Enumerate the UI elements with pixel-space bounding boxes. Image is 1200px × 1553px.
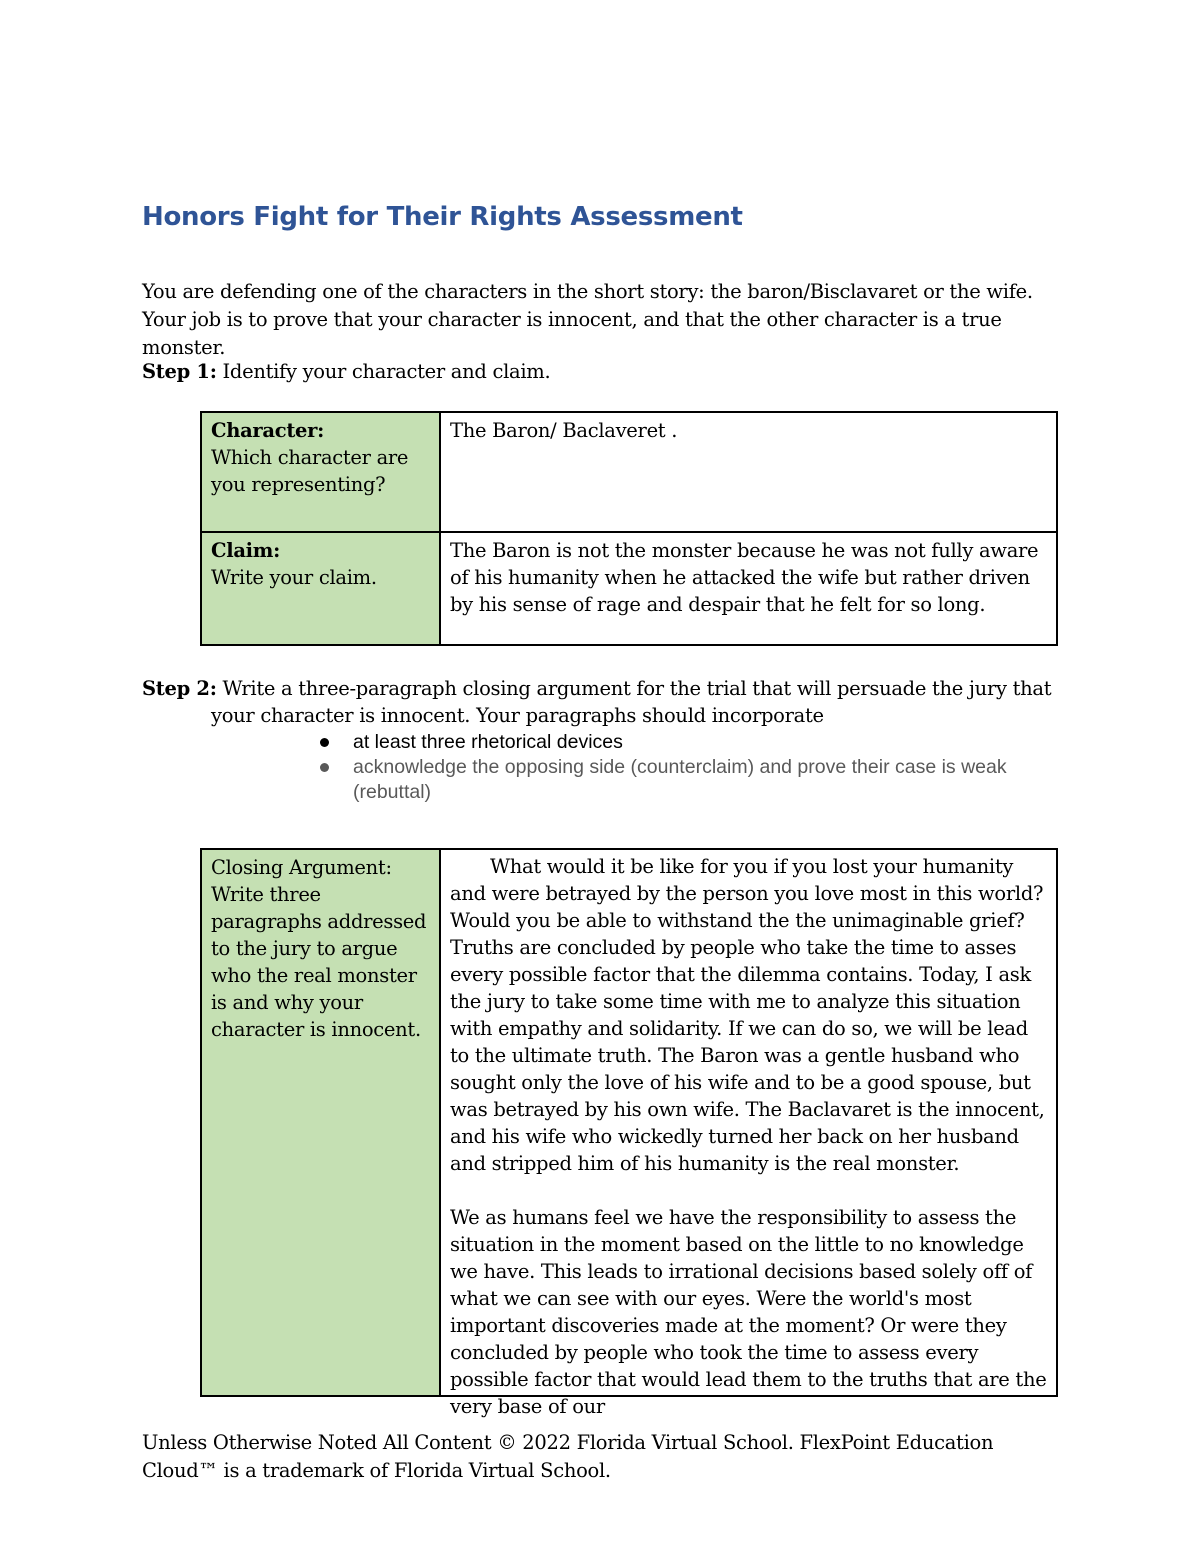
step2-instruction bbox=[142, 675, 1072, 729]
character-answer: The Baron/ Baclaveret . bbox=[450, 419, 678, 442]
bullet-text: at least three rhetorical devices bbox=[353, 731, 623, 753]
character-answer-cell[interactable] bbox=[440, 412, 1057, 532]
table-row-character bbox=[201, 412, 1057, 532]
closing-label-text: Closing Argument: Write three paragraphs addressed to the jury to argue who the real monster is and why your character is innocent. bbox=[211, 856, 427, 1041]
closing-paragraph-2: We as humans feel we have the responsibility to assess the situation in the moment based on the little to no knowledge we have. This leads to irrational decisions based solely off of what we can see with our eyes. Were the world's most important discoveries made at the moment? Or were they concluded by people who took the time to assess every possible factor that would lead them to the truths that are the very base of our bbox=[450, 1206, 1047, 1418]
closing-paragraph-1: What would it be like for you if you lost your humanity and were betrayed by the person you love most in this world? Would you be able to withstand the the unimaginable grief? Truths are concluded by people who take the time to asses every possible factor that the dilemma contains. Today, I ask the jury to take some time with me to analyze this situation with empathy and solidarity. If we can do so, we will be lead to the ultimate truth. The Baron was a gentle husband who sought only the love of his wife and to be a good spouse, but was betrayed by his own wife. The Baclavaret is the innocent, and his wife who wickedly turned her back on her husband and stripped him of his humanity is the real monster. bbox=[450, 855, 1045, 1175]
intro-paragraph: You are defending one of the characters in the short story: the baron/Bisclavaret or the wife. Your job is to prove that your character is innocent, and that the other character is a true monster. bbox=[142, 280, 1033, 359]
step2-text-line2: your character is innocent. Your paragraphs should incorporate bbox=[211, 704, 824, 727]
claim-answer: The Baron is not the monster because he was not fully aware of his humanity when he attacked the wife but rather driven by his sense of rage and despair that he felt for so long. bbox=[450, 539, 1039, 616]
bullet-icon bbox=[320, 763, 329, 772]
step2-label: Step 2: bbox=[142, 677, 217, 700]
character-label-prompt: Which character are you representing? bbox=[211, 446, 409, 496]
closing-label-cell bbox=[201, 849, 440, 1396]
step1-instruction bbox=[142, 360, 550, 383]
claim-label-heading: Claim: bbox=[211, 539, 281, 562]
step2-text-line1: Write a three-paragraph closing argument for the trial that will persuade the jury that bbox=[216, 677, 1052, 700]
character-claim-table bbox=[200, 411, 1058, 646]
claim-label-cell bbox=[201, 532, 440, 645]
step1-text: Identify your character and claim. bbox=[216, 360, 551, 383]
character-label-cell bbox=[201, 412, 440, 532]
copyright-footer: Unless Otherwise Noted All Content © 2022 Florida Virtual School. FlexPoint Education Cloud™ is a trademark of Florida Virtual School. bbox=[142, 1431, 994, 1482]
character-label-heading: Character: bbox=[211, 419, 325, 442]
requirements-list bbox=[320, 730, 1060, 805]
bullet-text: acknowledge the opposing side (counterclaim) and prove their case is weak (rebuttal) bbox=[353, 756, 1007, 803]
table-row-claim bbox=[201, 532, 1057, 645]
closing-argument-table bbox=[200, 848, 1058, 1418]
bullet-icon bbox=[320, 738, 329, 747]
page-title: Honors Fight for Their Rights Assessment bbox=[142, 202, 743, 232]
list-item bbox=[320, 755, 1060, 805]
closing-answer-cell[interactable] bbox=[440, 849, 1057, 1418]
step1-label: Step 1: bbox=[142, 360, 217, 383]
claim-answer-cell[interactable] bbox=[440, 532, 1057, 645]
closing-answer-content bbox=[450, 853, 1047, 1418]
claim-label-prompt: Write your claim. bbox=[211, 566, 377, 589]
table-row-closing bbox=[201, 849, 1057, 1396]
list-item bbox=[320, 730, 1060, 755]
paragraph-spacer bbox=[450, 1177, 1047, 1204]
